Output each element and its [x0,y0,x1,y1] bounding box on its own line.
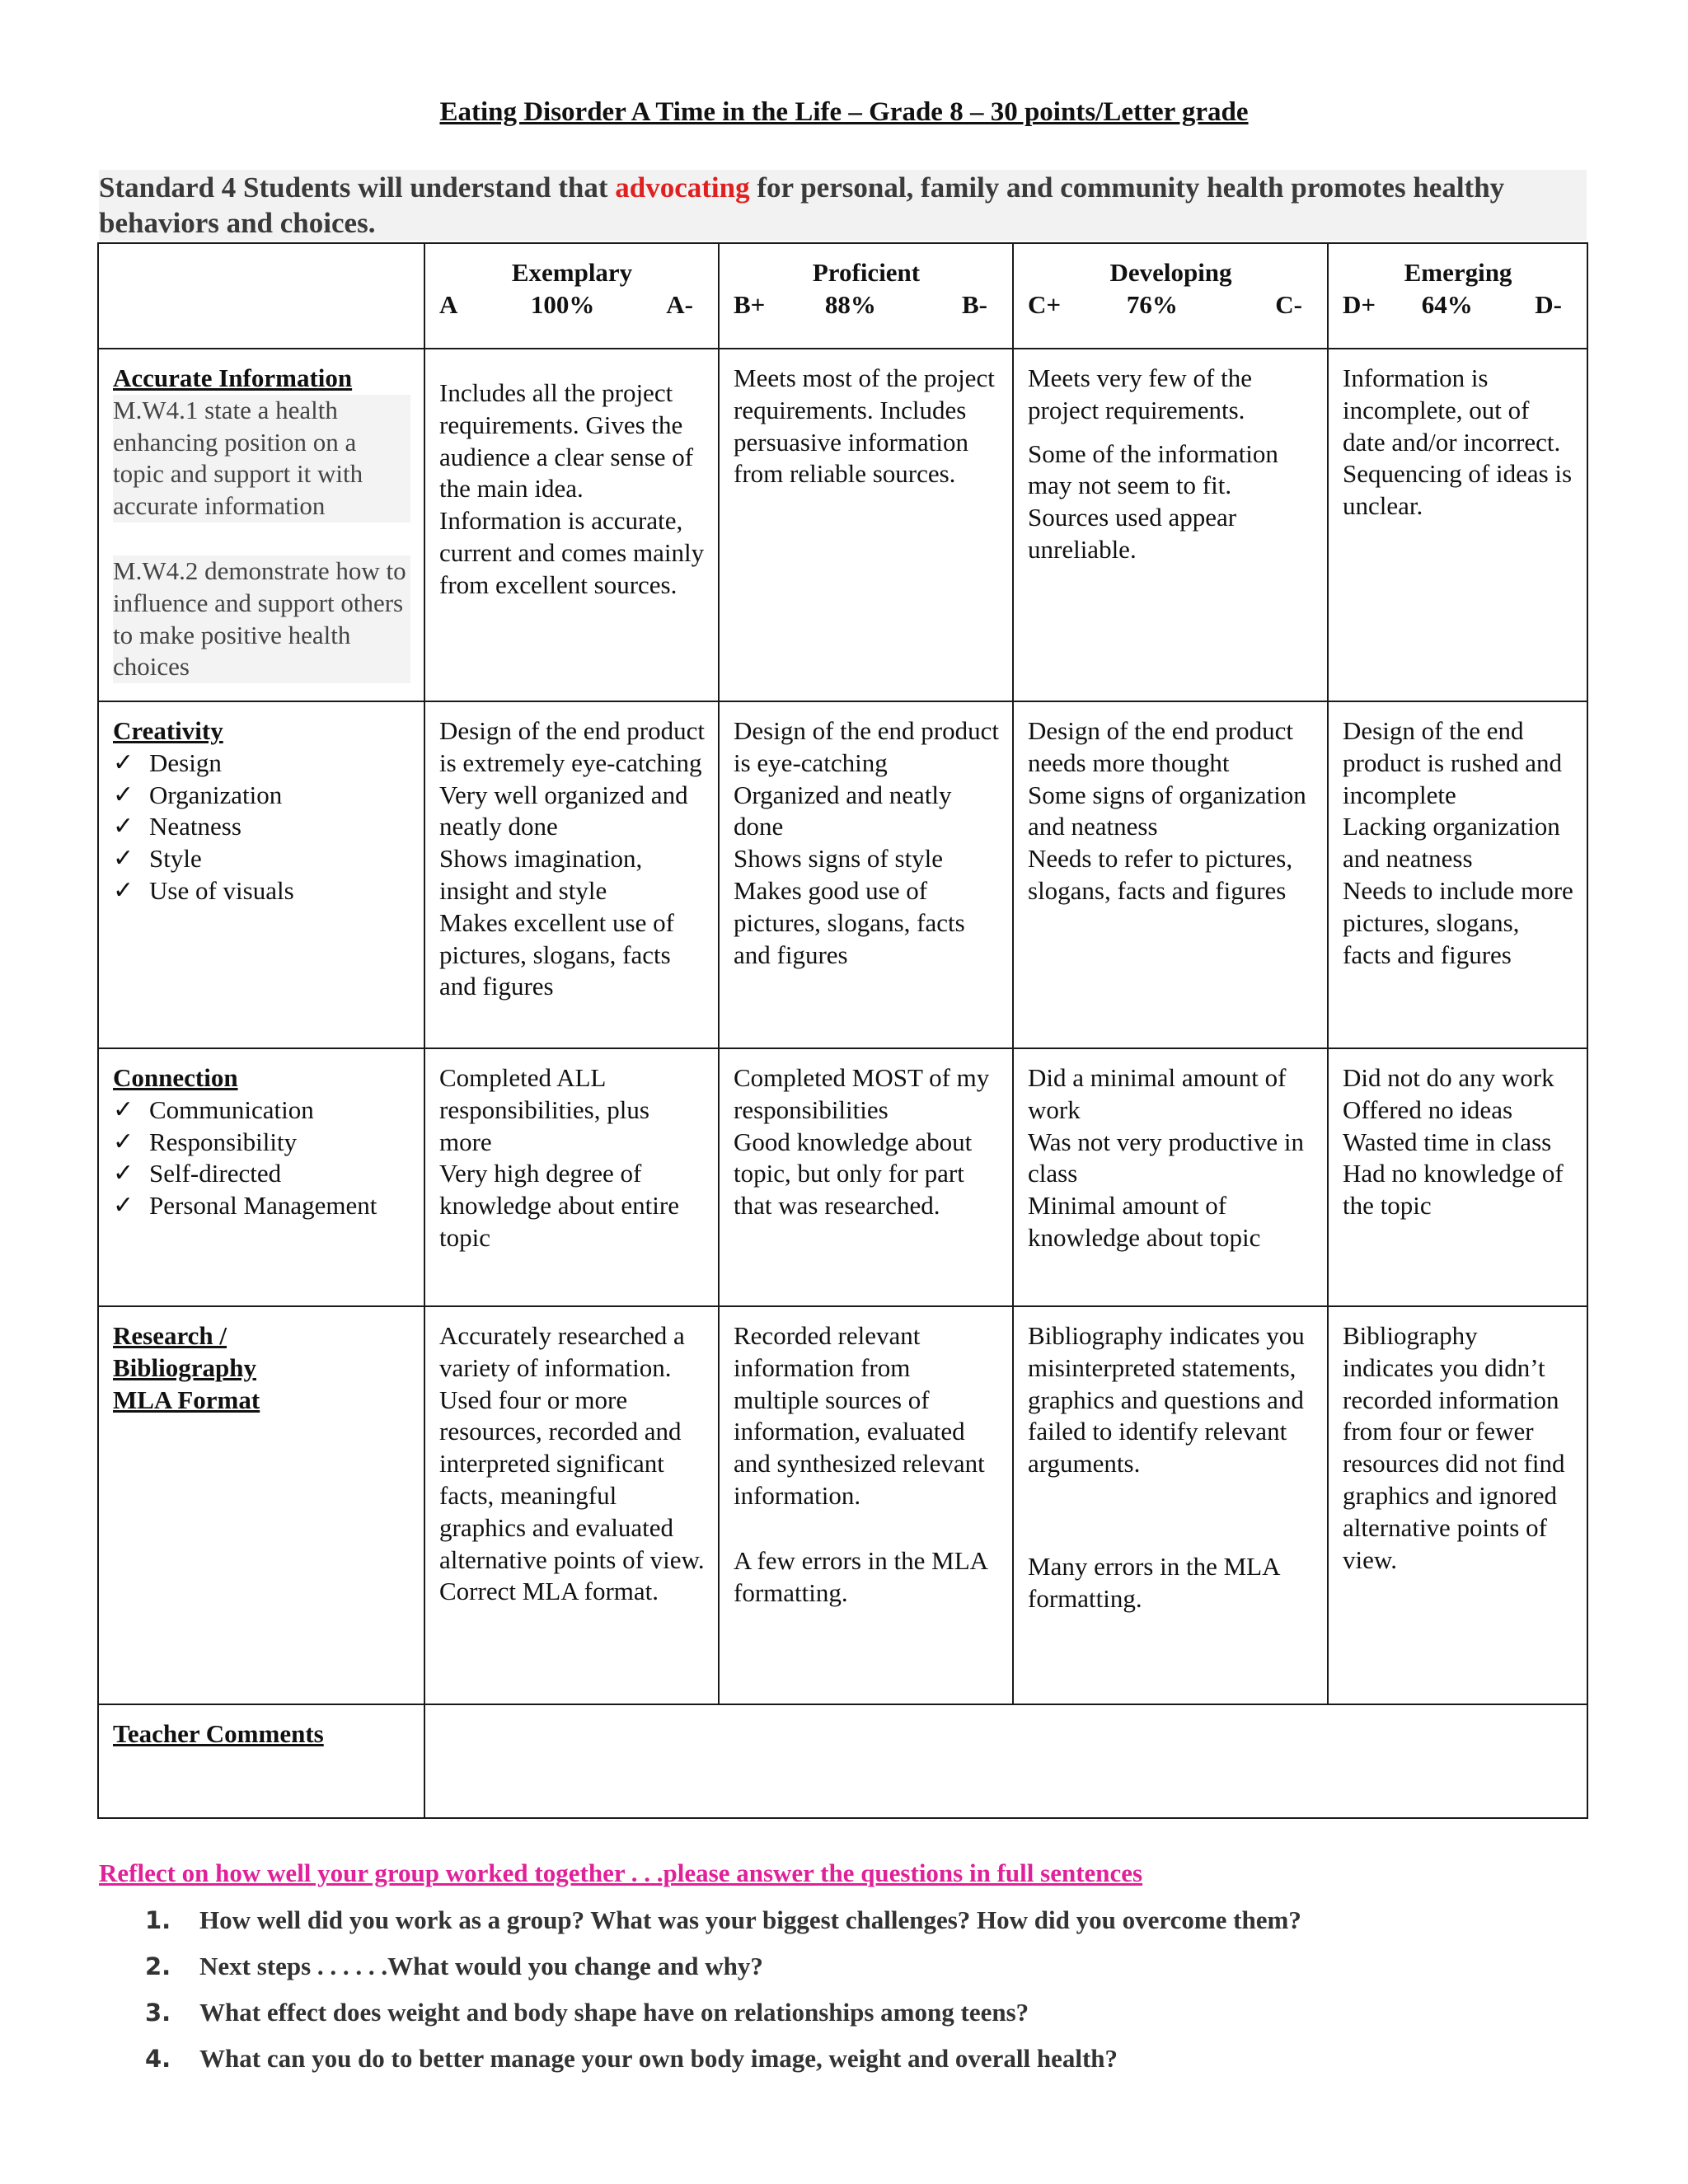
cell-text: Minimal amount of knowledge about topic [1028,1191,1261,1252]
cell-text: Many errors in the MLA formatting. [1028,1551,1279,1613]
cell-developing [1013,1306,1328,1704]
question-text: How well did you work as a group? What was your biggest challenges? How did you overcome them? [199,1905,1301,1934]
checkmark-icon: ✓ [113,844,134,874]
cell-text: Did not do any work [1343,1063,1554,1092]
cell-text: Very high degree of knowledge about entire topic [439,1159,679,1252]
cell-text: Design of the end product is extremely eye-catching [439,716,705,777]
cell-emerging: Information is incomplete, out of date and/or incorrect. Sequencing of ideas is unclear. [1328,349,1587,701]
checkmark-icon: ✓ [113,1094,134,1124]
level-exemplary [424,243,719,349]
cell-text: Used four or more resources, recorded and interpreted significant facts, meaningful graphics and evaluated alternative points of view. [439,1385,705,1574]
page-title: Eating Disorder A Time in the Life – Grade 8 – 30 points/Letter grade [439,97,1249,127]
level-developing [1013,243,1328,349]
checklist-item [113,1127,410,1159]
checkmark-icon: ✓ [113,1191,134,1221]
level-emerging [1328,243,1587,349]
level-proficient [719,243,1013,349]
cell-text: Design of the end product needs more thought [1028,716,1293,777]
cell-text: Shows imagination, insight and style [439,844,643,905]
question-item [145,1943,1596,1990]
checklist-item [113,811,410,843]
cell-text: Makes good use of pictures, slogans, facts and figures [734,875,965,969]
cell-text: Needs to refer to pictures, slogans, facts and figures [1028,844,1293,905]
question-item [145,2036,1596,2082]
checklist-item [113,1094,410,1127]
criterion-label: MLA Format [113,1385,260,1414]
question-text: What effect does weight and body shape have on relationships among teens? [199,1998,1029,2027]
cell-text: Needs to include more pictures, slogans, facts and figures [1343,875,1573,969]
question-number: 3. [145,1999,171,2027]
checklist-item [113,1158,410,1190]
checklist-label: Personal Management [149,1191,377,1221]
cell-text: Recorded relevant information from multiple sources of information, evaluated and synthesized relevant information. [734,1321,985,1510]
grade-high: D+ [1343,289,1376,319]
checklist-label: Self-directed [149,1159,282,1188]
standard-text-after: for personal, family and community health promotes healthy behaviors and choices. [99,171,1505,239]
cell-developing [1013,1048,1328,1306]
grade-percent: 64% [1421,289,1473,319]
cell-developing [1013,349,1328,701]
cell-text: Some signs of organization and neatness [1028,780,1306,841]
checkmark-icon: ✓ [113,812,134,841]
level-name: Exemplary [511,258,633,287]
cell-text: A few errors in the MLA formatting. [734,1545,987,1607]
checklist-item [113,843,410,875]
criterion-label: Accurate Information [113,363,353,392]
standard-mw41: M.W4.1 state a health enhancing position on a topic and support it with accurate information [113,395,410,523]
cell-text: Did a minimal amount of work [1028,1063,1287,1124]
checklist-label: Organization [149,780,283,809]
question-number: 4. [145,2045,171,2073]
cell-exemplary [424,701,719,1048]
grade-high: A [439,289,458,319]
grade-low: B- [962,289,987,319]
criterion-cell [98,1048,424,1306]
question-text: Next steps . . . . . .What would you change and why? [199,1952,763,1980]
cell-exemplary: Includes all the project requirements. Gives the audience a clear sense of the main idea. Information is accurate, current and comes mainly from excellent sources. [424,349,719,701]
criterion-cell [98,349,424,701]
level-header-row [98,243,1587,349]
checkmark-icon: ✓ [113,748,134,777]
grade-high: C+ [1028,289,1062,319]
cell-emerging: Bibliography indicates you didn’t recorded information from four or fewer resources did not find graphics and ignored alternative points of view. [1328,1306,1587,1704]
question-item [145,1990,1596,2036]
level-grades [1028,289,1314,321]
cell-text: Meets very few of the project requirements. [1028,363,1253,424]
cell-text: Good knowledge about topic, but only for part that was researched. [734,1127,973,1221]
cell-exemplary [424,1306,719,1704]
checklist-label: Style [149,844,202,874]
question-text: What can you do to better manage your own body image, weight and overall health? [199,2044,1118,2073]
cell-text: Makes excellent use of pictures, slogans, facts and figures [439,907,674,1001]
cell-text: Design of the end product is eye-catching [734,716,999,777]
grade-percent: 100% [530,289,595,319]
cell-exemplary [424,1048,719,1306]
checklist-item [113,780,410,812]
cell-proficient [719,1306,1013,1704]
rubric-table [97,242,1588,1819]
checklist-label: Use of visuals [149,875,294,905]
checklist-label: Communication [149,1094,314,1124]
cell-text: Some of the information may not seem to fit. Sources used appear unreliable. [1028,438,1278,564]
cell-text: Bibliography indicates you misinterpreted statements, graphics and questions and failed to identify relevant arguments. [1028,1321,1305,1479]
checklist-item [113,1190,410,1222]
checkmark-icon: ✓ [113,780,134,809]
criterion-label: Connection [113,1063,238,1092]
cell-text: Wasted time in class [1343,1127,1552,1156]
question-number: 2. [145,1952,171,1980]
row-teacher-comments [98,1704,1587,1818]
criterion-label: Research / [113,1321,227,1350]
cell-text: Very well organized and neatly done [439,780,688,841]
cell-text: Lacking organization and neatness [1343,812,1560,874]
standard-statement [99,170,1587,241]
grade-low: C- [1275,289,1302,319]
level-name: Proficient [812,258,921,287]
checklist-item [113,748,410,780]
row-creativity [98,701,1587,1048]
grade-low: D- [1535,289,1562,319]
cell-emerging [1328,1048,1587,1306]
grade-high: B+ [734,289,766,319]
criterion-label: Bibliography [113,1352,256,1382]
question-number: 1. [145,1906,171,1934]
cell-text: Completed ALL responsibilities, plus more [439,1063,649,1156]
criterion-label: Teacher Comments [113,1719,324,1748]
cell-text: Offered no ideas [1343,1094,1513,1124]
question-item [145,1897,1596,1943]
teacher-comments-area [424,1704,1587,1818]
level-grades [1343,289,1573,321]
standard-highlight: advocating [615,171,750,204]
checkmark-icon: ✓ [113,875,134,905]
standard-mw42: M.W4.2 demonstrate how to influence and support others to make positive health choices [113,555,410,683]
cell-text: Shows signs of style [734,844,944,874]
criterion-cell [98,1306,424,1704]
criterion-label: Creativity [113,716,223,745]
row-connection [98,1048,1587,1306]
cell-text: Correct MLA format. [439,1577,659,1606]
criterion-checklist [113,1094,410,1222]
standard-text-before: Standard 4 Students will understand that [99,171,616,204]
cell-text: Design of the end product is rushed and incomplete [1343,716,1563,809]
corner-cell [98,243,424,349]
checklist-label: Design [149,748,222,777]
level-name: Developing [1109,258,1232,287]
cell-text: Had no knowledge of the topic [1343,1159,1564,1221]
reflection-heading: Reflect on how well your group worked together . . .please answer the questions in full sentences [99,1858,1143,1887]
checkmark-icon: ✓ [113,1127,134,1156]
cell-proficient [719,701,1013,1048]
cell-text: Completed MOST of my responsibilities [734,1063,990,1124]
cell-emerging [1328,701,1587,1048]
checklist-label: Neatness [149,812,241,841]
level-grades [734,289,999,321]
grade-percent: 88% [824,289,876,319]
cell-text: Organized and neatly done [734,780,952,841]
checklist-label: Responsibility [149,1127,298,1156]
criterion-checklist [113,748,410,907]
cell-proficient: Meets most of the project requirements. Includes persuasive information from reliable sources. [719,349,1013,701]
level-name: Emerging [1404,258,1512,287]
row-research-bibliography [98,1306,1587,1704]
cell-developing [1013,701,1328,1048]
grade-percent: 76% [1126,289,1178,319]
level-grades [439,289,705,321]
row-accurate-information [98,349,1587,701]
cell-text: Was not very productive in class [1028,1127,1304,1188]
cell-text: Accurately researched a variety of information. [439,1321,685,1382]
criterion-cell [98,701,424,1048]
grade-low: A- [666,289,693,319]
reflection-questions [145,1897,1596,2082]
checkmark-icon: ✓ [113,1159,134,1188]
criterion-cell [98,1704,424,1818]
cell-proficient [719,1048,1013,1306]
checklist-item [113,875,410,907]
